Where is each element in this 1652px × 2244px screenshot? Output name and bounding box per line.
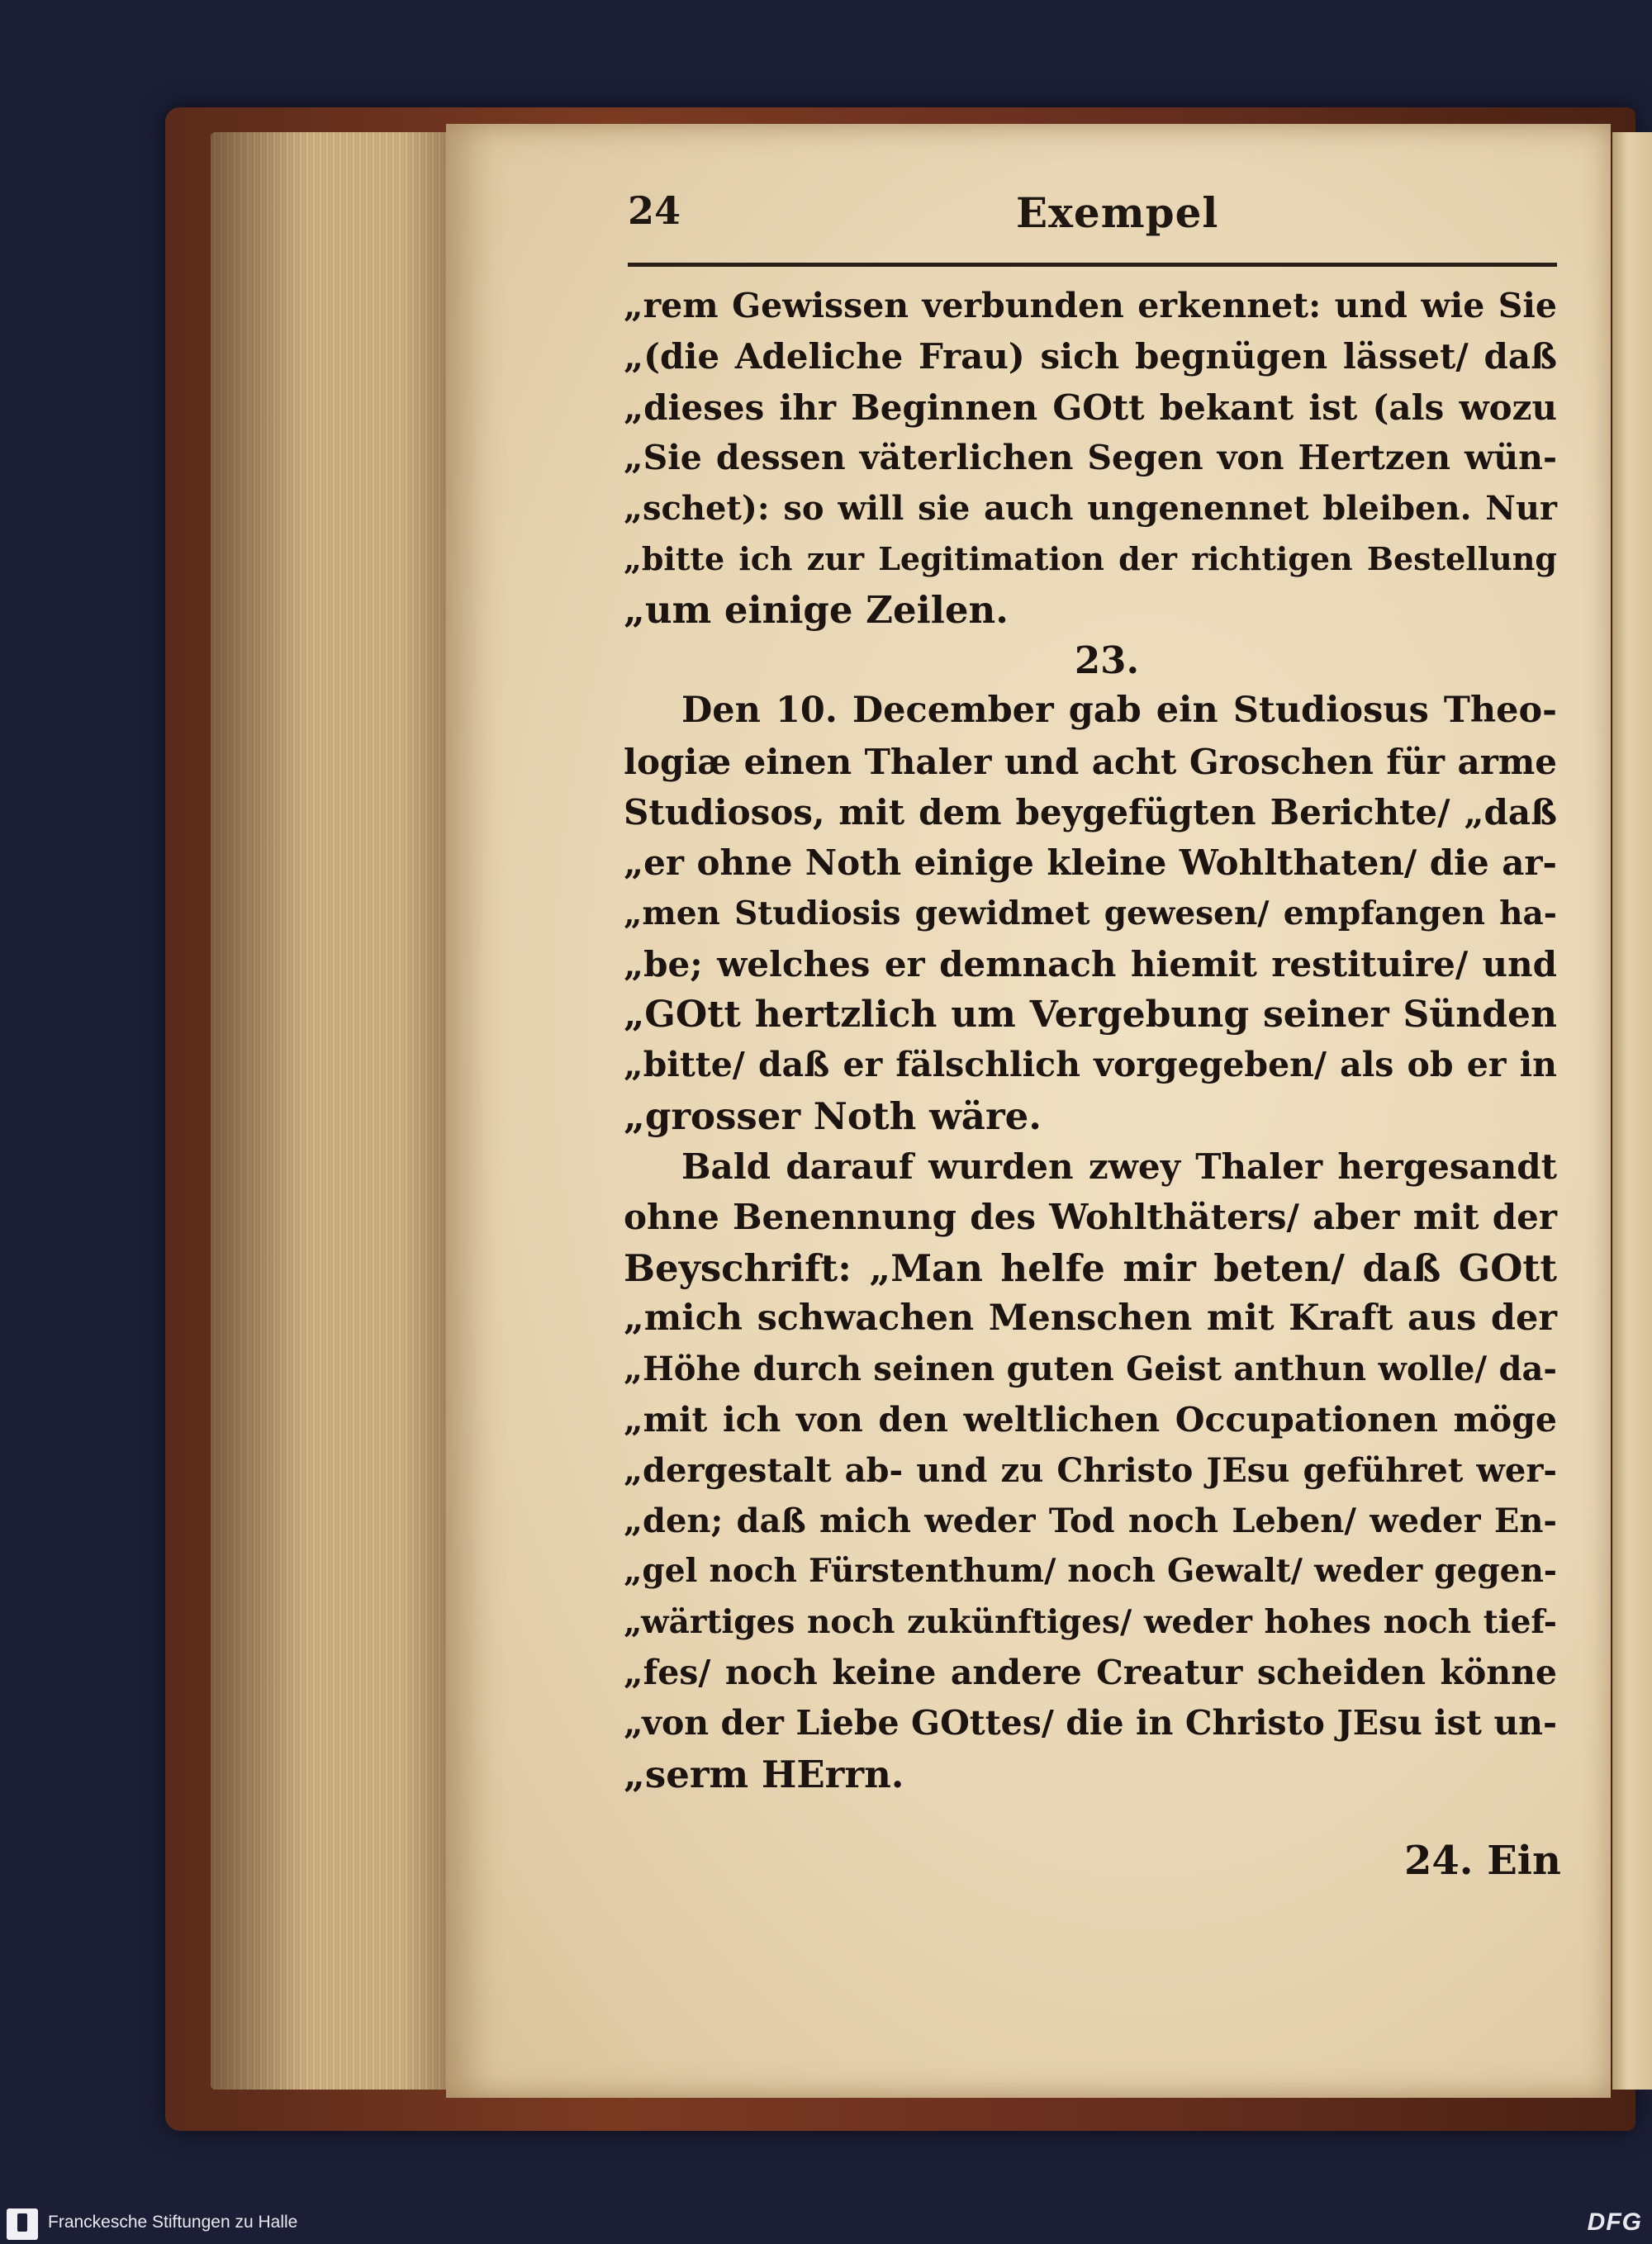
text-line: Beyschrift: „Man helfe mir beten/ daß GOtt (624, 1245, 1557, 1290)
text-line: „um einige Zeilen. (624, 587, 1009, 632)
facing-page-edge (1612, 132, 1652, 2090)
text-line: „Höhe durch seinen guten Geist anthun wolle/ da- (624, 1350, 1557, 1389)
text-line: „bitte/ daß er fälschlich vorgegeben/ als ob er in (624, 1045, 1557, 1085)
page-number: 24 (628, 188, 681, 233)
text-line: „serm HErrn. (624, 1752, 904, 1796)
text-line: „er ohne Noth einige kleine Wohlthaten/ die ar- (624, 842, 1557, 884)
text-line: „men Studiosis gewidmet gewesen/ empfangen ha- (624, 894, 1557, 932)
text-line: „wärtiges noch zukünftiges/ weder hohes noch tief- (624, 1602, 1557, 1641)
text-line: „dieses ihr Beginnen GOtt bekant ist (als wozu (624, 387, 1557, 428)
text-line: logiæ einen Thaler und acht Groschen für arme (624, 741, 1557, 782)
institution-name[interactable]: Franckesche Stiftungen zu Halle (48, 2213, 298, 2232)
text-line: „be; welches er demnach hiemit restituire/ und (624, 943, 1557, 984)
text-line: „fes/ noch keine andere Creatur scheiden könne (624, 1653, 1557, 1693)
text-line: „grosser Noth wäre. (624, 1094, 1042, 1138)
text-line: „von der Liebe GOttes/ die in Christo JEsu ist un- (624, 1703, 1557, 1743)
text-line: „Sie dessen väterlichen Segen von Hertzen wün- (624, 437, 1557, 477)
text-line: Den 10. December gab ein Studiosus Theo- (681, 690, 1557, 732)
text-line: Bald darauf wurden zwey Thaler hergesandt (681, 1146, 1557, 1188)
header-rule (628, 263, 1557, 267)
catchword: 24. Ein (1404, 1838, 1561, 1884)
text-line: „GOtt hertzlich um Vergebung seiner Sünden (624, 994, 1557, 1037)
text-line: „rem Gewissen verbunden erkennet: und wie Sie (624, 286, 1557, 325)
text-line: „den; daß mich weder Tod noch Leben/ weder En- (624, 1502, 1557, 1541)
text-line: „schet): so will sie auch ungenennet bleiben. Nur (624, 489, 1557, 529)
text-line: Studiosos, mit dem beygefügten Berichte/ „daß (624, 791, 1557, 833)
text-line: „mit ich von den weltlichen Occupationen möge (624, 1399, 1557, 1440)
text-line: „bitte ich zur Legitimation der richtigen Bestellung (624, 540, 1557, 578)
dfg-logo[interactable]: DFG (1587, 2208, 1642, 2236)
page-header (628, 188, 1561, 246)
viewer-footer (0, 2204, 1652, 2244)
institution-logo-icon (7, 2208, 38, 2240)
page-text (624, 281, 1557, 1800)
section-number: 23. (1074, 638, 1140, 683)
text-line: „dergestalt ab- und zu Christo JEsu geführet wer- (624, 1450, 1557, 1490)
page-edges-shade (211, 132, 450, 2090)
text-line: ohne Benennung des Wohlthäters/ aber mit der (624, 1197, 1557, 1238)
text-line: „mich schwachen Menschen mit Kraft aus der (624, 1297, 1557, 1339)
text-line: „gel noch Fürstenthum/ noch Gewalt/ weder gegen- (624, 1552, 1557, 1591)
text-line: „(die Adeliche Frau) sich begnügen lässet/ daß (624, 336, 1557, 377)
running-head: Exempel (1016, 188, 1219, 237)
